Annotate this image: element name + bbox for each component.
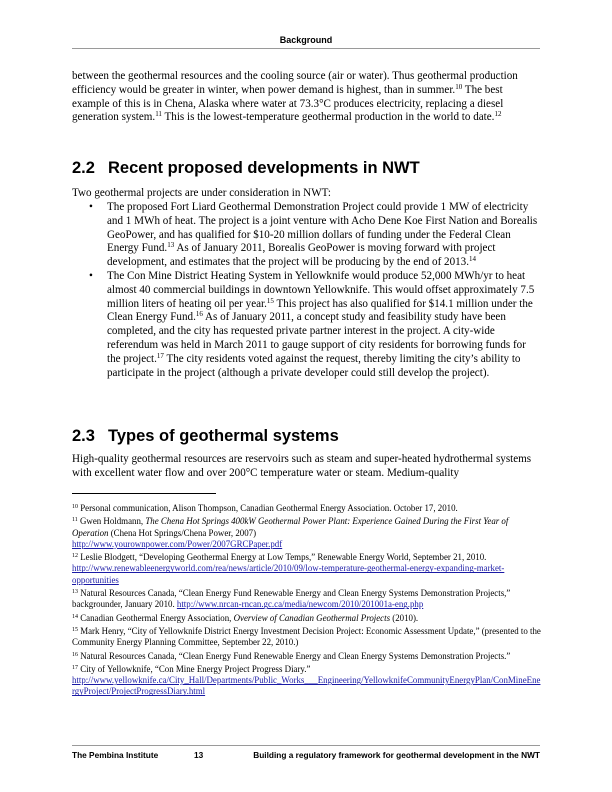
footnote-number: 14 bbox=[72, 613, 78, 620]
footnote-number: 10 bbox=[72, 504, 78, 510]
bullet-icon: • bbox=[89, 269, 93, 282]
bullet-text: The city residents voted against the request, thereby limiting the city’s ability to participate in the project (although a private developer could still develop the project). bbox=[107, 352, 521, 379]
footnote-ref-15[interactable]: 15 bbox=[266, 296, 274, 305]
footnote-number: 11 bbox=[72, 517, 78, 524]
section-number: 2.3 bbox=[72, 427, 95, 445]
section-heading-2-2 bbox=[72, 158, 542, 178]
footer-rule bbox=[72, 745, 540, 746]
footnote-text: Mark Henry, “City of Yellowknife District Energy Investment Decision Project: Economic Assessment Update,” (presented to the Community Energy Planning Committee, September 22, 2010.) bbox=[72, 625, 541, 648]
footnote-15 bbox=[72, 626, 542, 649]
footnote-separator bbox=[72, 493, 216, 494]
footnote-13 bbox=[72, 588, 542, 611]
bullet-text: As of January 2011, a concept study and feasibility study have been completed, and the city has requested private partner interest in the project. A city-wide referendum was held in March 2011 to gauge support of city residents for borrowing funds for the project. bbox=[107, 311, 526, 365]
bullet-icon: • bbox=[89, 201, 93, 213]
section-number: 2.2 bbox=[72, 159, 95, 177]
footnote-link[interactable]: http://www.nrcan-rncan.gc.ca/media/newcom/2010/201001a-eng.php bbox=[176, 599, 424, 610]
footnote-text: City of Yellowknife, “Con Mine Energy Project Progress Diary.” bbox=[78, 663, 311, 674]
project-list bbox=[72, 201, 542, 380]
footnote-11 bbox=[72, 516, 542, 550]
footnote-ref-11[interactable]: 11 bbox=[155, 110, 162, 119]
section-lead: Two geothermal projects are under consideration in NWT: bbox=[72, 187, 331, 199]
footnote-10 bbox=[72, 503, 542, 514]
page-number: 13 bbox=[194, 750, 204, 760]
intro-text-3: This is the lowest-temperature geothermal production in the world to date. bbox=[161, 111, 495, 124]
intro-paragraph bbox=[72, 70, 542, 125]
footnote-ref-12[interactable]: 12 bbox=[494, 110, 502, 119]
footnote-ref-17[interactable]: 17 bbox=[156, 351, 164, 360]
bullet-text: As of January 2011, Borealis GeoPower is moving forward with project development, and estimates that the project will be producing by the end of 2013. bbox=[107, 242, 496, 269]
footnote-number: 16 bbox=[72, 651, 78, 658]
footnote-12 bbox=[72, 552, 542, 586]
footnote-text: (Chena Hot Springs/Chena Power, 2007) bbox=[108, 527, 257, 538]
list-item bbox=[72, 270, 542, 380]
section-title: Types of geothermal systems bbox=[108, 427, 339, 445]
footnote-17 bbox=[72, 664, 542, 698]
footnote-ref-10[interactable]: 10 bbox=[455, 82, 463, 91]
footnote-link[interactable]: http://www.renewableenergyworld.com/rea/news/article/2010/09/low-temperature-geothermal-energy-expanding-market-opportunities bbox=[72, 563, 505, 585]
intro-text-2: The best example of this is in Chena, Alaska where water at 73.3°C produces electricity, replacing a diesel generation system. bbox=[72, 83, 504, 124]
footnote-number: 15 bbox=[72, 626, 78, 633]
footnote-ref-14[interactable]: 14 bbox=[469, 255, 476, 264]
footnote-link[interactable]: http://www.yellowknife.ca/City_Hall/Departments/Public_Works___Engineering/YellowknifeCommunityEnergyPlan/ConMineEnergyProject/ProjectProgressDiary.html bbox=[72, 675, 541, 697]
section-heading-2-3 bbox=[72, 426, 542, 446]
section-2-3-paragraph: High-quality geothermal resources are reservoirs such as steam and super-heated hydrothermal systems with excellent water flow and over 200°C temperature water or steam. Medium-quality bbox=[72, 453, 532, 479]
intro-text-1: between the geothermal resources and the cooling source (air or water). Thus geothermal production efficiency would be greater in winter, when power demand is highest, than in summer. bbox=[72, 70, 518, 96]
header-rule bbox=[72, 48, 540, 49]
footnote-link[interactable]: http://www.yourownpower.com/Power/2007GRCPaper.pdf bbox=[72, 538, 283, 549]
footnote-text: Leslie Blodgett, “Developing Geothermal Energy at Low Temps,” Renewable Energy World, September 21, 2010. bbox=[78, 552, 487, 563]
footnote-text: Natural Resources Canada, “Clean Energy Fund Renewable Energy and Clean Energy Systems Demonstration Projects,” backgrounder, January 2010. bbox=[72, 588, 511, 610]
footnote-title: Overview of Canadian Geothermal Projects bbox=[233, 612, 391, 623]
running-header: Background bbox=[279, 35, 333, 45]
bullet-text: This project has also qualified for $14.1 million under the Clean Energy Fund. bbox=[107, 297, 533, 324]
footnote-text: Personal communication, Alison Thompson, Canadian Geothermal Energy Association. October 17, 2010. bbox=[78, 503, 458, 513]
bullet-text: The Con Mine District Heating System in Yellowknife would produce 52,000 MWh/yr to heat almost 40 commercial buildings in downtown Yellowknife. This would offset approximately 7.5 million liters of heating oil per year. bbox=[107, 269, 535, 310]
footnote-number: 12 bbox=[72, 553, 78, 560]
section-title: Recent proposed developments in NWT bbox=[108, 159, 420, 177]
footnote-text: Canadian Geothermal Energy Association, bbox=[78, 612, 234, 623]
footnote-text: Natural Resources Canada, “Clean Energy Fund Renewable Energy and Clean Energy Systems Demonstration Projects.” bbox=[78, 650, 511, 661]
footnote-title: The Chena Hot Springs 400kW Geothermal Power Plant: Experience Gained During the First Year of Operation bbox=[72, 516, 509, 538]
footnote-ref-13[interactable]: 13 bbox=[167, 241, 175, 250]
footnote-text: Gwen Holdmann, bbox=[77, 516, 146, 527]
footnote-ref-16[interactable]: 16 bbox=[195, 310, 203, 319]
footnote-number: 17 bbox=[72, 664, 78, 671]
footnote-14 bbox=[72, 613, 542, 624]
footnote-number: 13 bbox=[72, 589, 78, 596]
footnote-16 bbox=[72, 651, 542, 662]
bullet-text: The proposed Fort Liard Geothermal Demonstration Project could provide 1 MW of electricity and 1 MWh of heat. The project is a joint venture with Acho Dene Koe First Nation and Borealis GeoPower, and has qualified for $10-20 million dollars of funding under the Federal Clean Energy Fund. bbox=[107, 201, 538, 255]
list-item bbox=[72, 201, 542, 270]
footnotes bbox=[72, 503, 542, 700]
footer-document-title: Building a regulatory framework for geothermal development in the NWT bbox=[253, 750, 540, 760]
footnote-text: (2010). bbox=[390, 612, 419, 623]
footer-organization: The Pembina Institute bbox=[72, 750, 159, 760]
